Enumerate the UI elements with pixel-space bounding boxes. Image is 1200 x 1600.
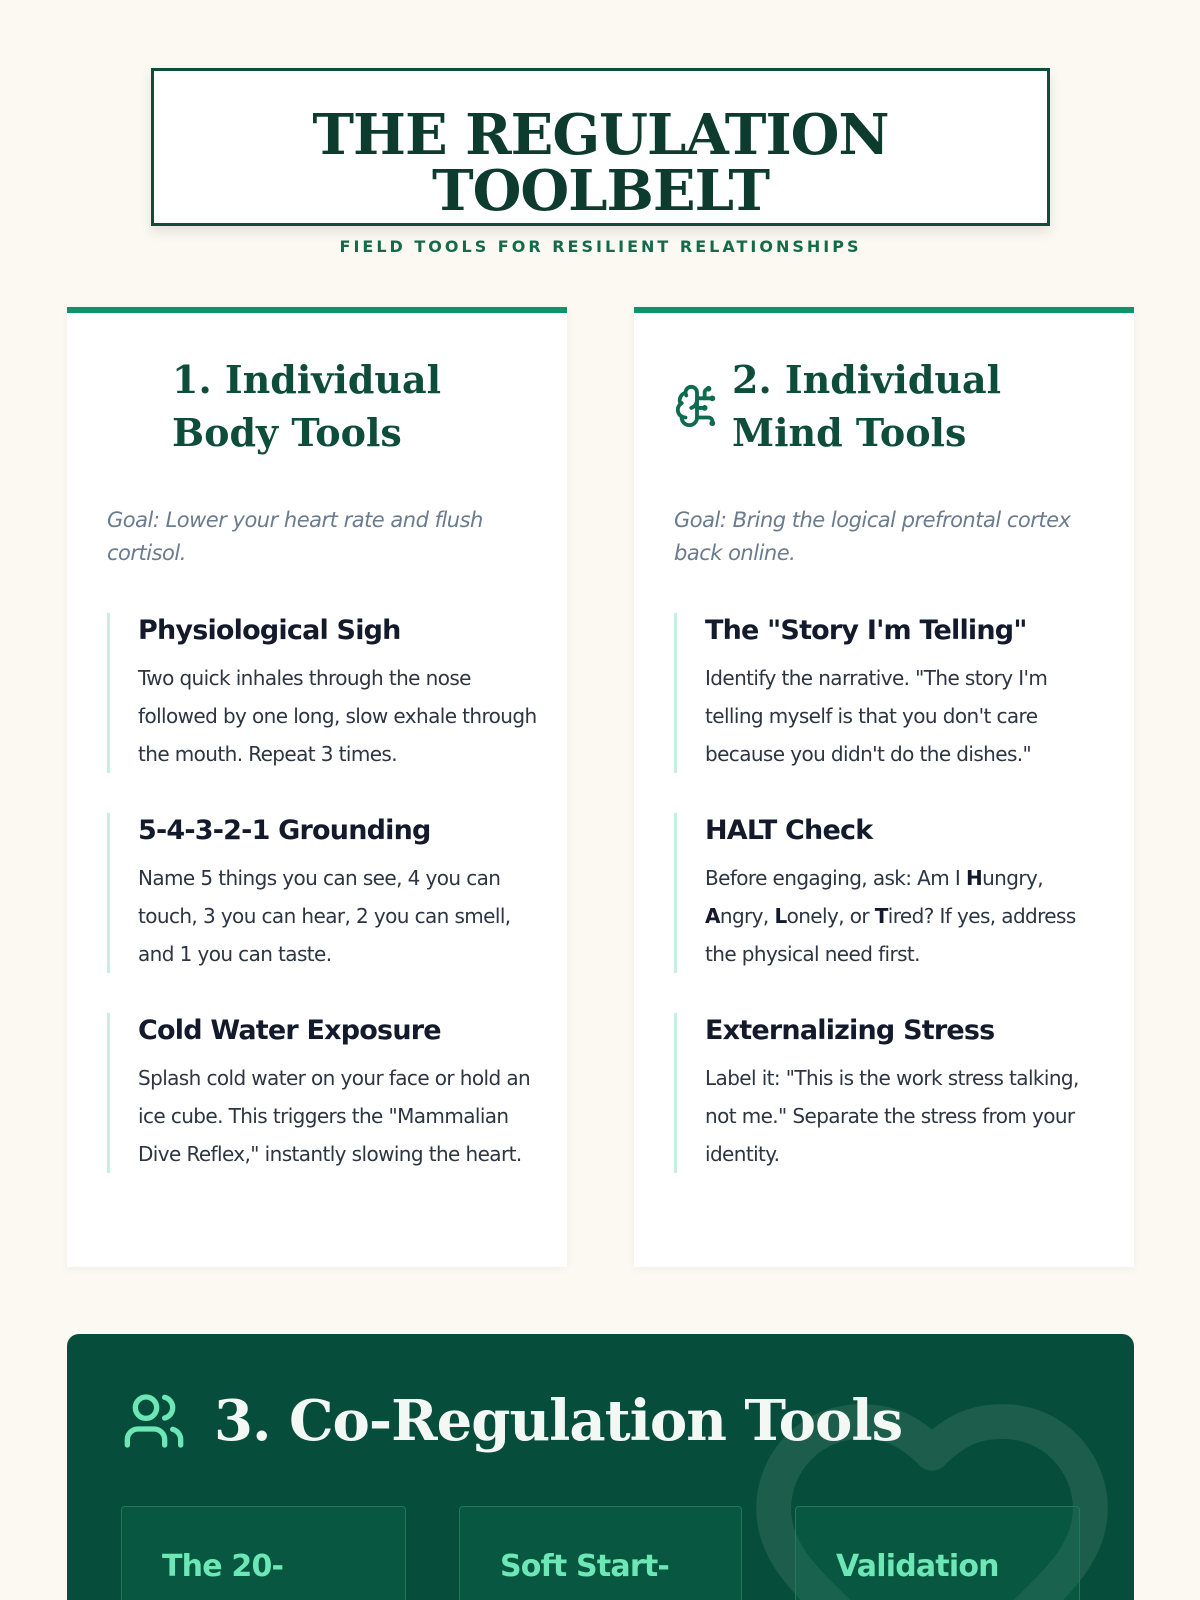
tool-name: Externalizing Stress (705, 1015, 995, 1046)
tool-name: HALT Check (705, 815, 873, 846)
tool-description: Label it: "This is the work stress talking, not me." Separate the stress from your identity. (705, 1066, 1079, 1166)
coregulation-card-title: Soft Start- (500, 1549, 670, 1584)
coregulation-card (795, 1506, 1080, 1600)
tool-item (674, 1013, 1104, 1173)
tool-item (674, 813, 1104, 973)
body-tools-card (67, 307, 567, 1267)
mind-tools-card (634, 307, 1134, 1267)
coregulation-card (459, 1506, 742, 1600)
tool-name: The "Story I'm Telling" (705, 615, 1027, 646)
body-tools-list (107, 613, 537, 1213)
page-title: THE REGULATION TOOLBELT (312, 102, 889, 224)
body-tools-goal: Goal: Lower your heart rate and flush cortisol. (107, 508, 483, 565)
tool-item (107, 1013, 537, 1173)
tool-name: 5-4-3-2-1 Grounding (138, 815, 431, 846)
brain-icon (674, 383, 720, 429)
halt-text: ungry, (982, 866, 1043, 890)
tool-item (107, 813, 537, 973)
tool-description: Two quick inhales through the nose followed by one long, slow exhale through the mouth. Repeat 3 times. (138, 666, 537, 766)
coregulation-header (122, 1389, 902, 1453)
tool-description: Name 5 things you can see, 4 you can touch, 3 you can hear, 2 you can smell, and 1 you can taste. (138, 866, 511, 966)
coregulation-card (121, 1506, 406, 1600)
body-tools-title: 1. Individual Body Tools (172, 357, 442, 455)
coregulation-title: 3. Co-Regulation Tools (214, 1388, 903, 1454)
mind-tools-goal: Goal: Bring the logical prefrontal cortex back online. (674, 508, 1071, 565)
tool-name: Cold Water Exposure (138, 1015, 441, 1046)
halt-text: Before engaging, ask: Am I (705, 866, 966, 890)
tool-description: Identify the narrative. "The story I'm telling myself is that you don't care because you didn't do the dishes." (705, 666, 1048, 766)
coregulation-card-title: Validation (836, 1549, 999, 1584)
halt-letter-l: L (774, 904, 787, 928)
halt-text: ngry, (719, 904, 775, 928)
halt-letter-t: T (874, 904, 888, 928)
halt-text: ired? If yes, address the physical need first. (705, 904, 1076, 966)
coregulation-card-title: The 20- (162, 1549, 284, 1584)
tool-name: Physiological Sigh (138, 615, 401, 646)
page-header (151, 68, 1050, 256)
tool-description: Splash cold water on your face or hold an ice cube. This triggers the "Mammalian Dive Reflex," instantly slowing the heart. (138, 1066, 531, 1166)
halt-letter-h: H (965, 866, 983, 890)
mind-tools-header (634, 353, 1134, 459)
page-subtitle: FIELD TOOLS FOR RESILIENT RELATIONSHIPS (339, 237, 862, 256)
users-icon (122, 1389, 186, 1453)
body-tools-header (67, 353, 567, 459)
tool-item (674, 613, 1104, 773)
halt-letter-a: A (705, 904, 720, 928)
mind-tools-title: 2. Individual Mind Tools (732, 357, 1002, 455)
coregulation-section (67, 1334, 1134, 1600)
tool-description (705, 859, 1104, 973)
tool-item (107, 613, 537, 773)
mind-tools-list (674, 613, 1104, 1213)
halt-text: onely, or (786, 904, 875, 928)
